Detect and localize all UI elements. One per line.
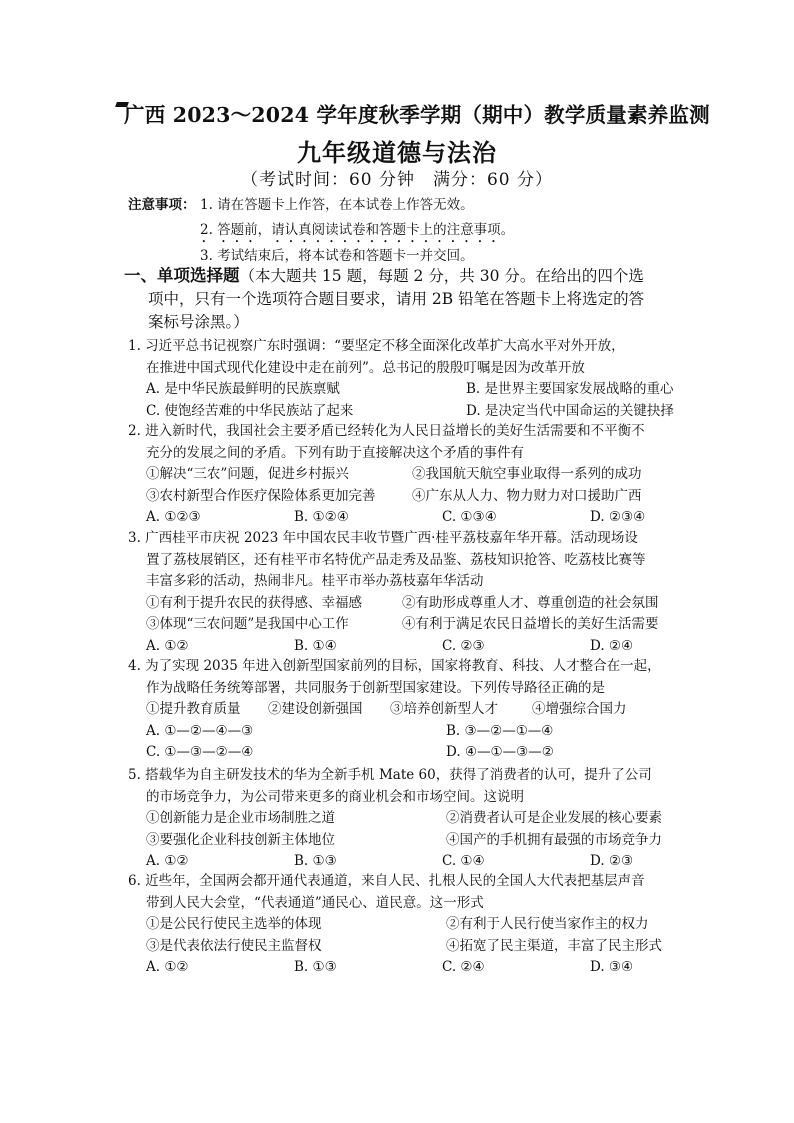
question-4 — [128, 656, 688, 764]
question-6 — [128, 871, 688, 979]
notes-label: 注意事项： — [128, 197, 196, 213]
option-d[interactable]: D. ③④ — [590, 959, 634, 975]
option-c[interactable]: C. ①③④ — [442, 509, 497, 525]
statement-item: ②有利于人民行使当家作主的权力 — [446, 916, 649, 932]
question-stem: 充分的发展之间的矛盾。下列有助于直接解决这个矛盾的事件有 — [146, 444, 524, 461]
statement-item: ③体现“三农问题”是我国中心工作 — [146, 616, 349, 632]
question-3 — [128, 528, 688, 657]
statement-item: ②建设创新强国 — [268, 701, 363, 717]
section-desc: 项中，只有一个选项符合题目要求，请用 2B 铅笔在答题卡上将选定的答 — [148, 290, 645, 308]
note-item: 3. 考试结束后，将本试卷和答题卡一并交回。 — [200, 248, 474, 264]
question-2 — [128, 421, 688, 529]
option-c[interactable]: C. ①④ — [442, 853, 485, 869]
option-a[interactable]: A. ①②③ — [146, 509, 201, 525]
question-stem: 丰富多彩的活动，热闹非凡。桂平市举办荔枝嘉年华活动 — [146, 573, 484, 589]
section-desc: （本大题共 15 题，每题 2 分，共 30 分。在给出的四个选 — [239, 267, 644, 285]
option-d[interactable]: D. ②③ — [590, 853, 634, 869]
question-stem: 置了荔枝展销区，还有桂平市名特优产品走秀及品鉴、荔枝知识抢答、吃荔枝比赛等 — [146, 551, 646, 568]
statement-item: ①是公民行使民主选举的体现 — [146, 916, 322, 932]
option-a[interactable]: A. ①—②—④—③ — [146, 722, 254, 739]
statement-item: ③农村新型合作医疗保险体系更加完善 — [146, 487, 376, 504]
section-desc: 案标号涂黑。） — [148, 313, 249, 331]
question-5 — [128, 765, 688, 873]
statement-item: ④国产的手机拥有最强的市场竞争力 — [446, 831, 662, 848]
option-b[interactable]: B. ①②④ — [294, 509, 349, 525]
option-b[interactable]: B. ③—②—①—④ — [446, 722, 554, 739]
option-c[interactable]: C. ①—③—②—④ — [146, 744, 254, 760]
question-stem: 的市场竞争力，为公司带来更多的商业机会和市场空间。这说明 — [146, 788, 524, 805]
option-c[interactable]: C. 使饱经苦难的中华民族站了起来 — [146, 402, 354, 419]
statement-item: ②消费者认可是企业发展的核心要素 — [446, 810, 662, 826]
section-heading: 一、单项选择题 — [124, 266, 240, 285]
option-b[interactable]: B. ①④ — [294, 637, 337, 654]
section-heading-block — [124, 264, 684, 334]
option-b[interactable]: B. ①③ — [294, 959, 337, 975]
question-stem: 作为战略任务统筹部署，共同服务于创新型国家建设。下列传导路径正确的是 — [146, 679, 605, 696]
question-stem: 4. 为了实现 2035 年进入创新型国家前列的目标，国家将教育、科技、人才整合在一起， — [128, 658, 661, 674]
option-c[interactable]: C. ②③ — [442, 637, 485, 654]
statement-item: ④拓宽了民主渠道，丰富了民主形式 — [446, 937, 662, 954]
question-stem: 3. 广西桂平市庆祝 2023 年中国农民丰收节暨广西·桂平荔枝嘉年华开幕。活动现场设 — [128, 530, 638, 546]
exam-info: （考试时间：60 分钟 满分：60 分） — [240, 170, 554, 190]
statement-item: ④有利于满足农民日益增长的美好生活需要 — [402, 616, 659, 632]
question-1 — [128, 336, 688, 422]
option-d[interactable]: D. ②③④ — [590, 509, 646, 525]
exam-title: 广西 2023～2024 学年度秋季学期（期中）教学质量素养监测 — [124, 103, 710, 127]
option-b[interactable]: B. ①③ — [294, 853, 337, 869]
option-c[interactable]: C. ②④ — [442, 959, 485, 975]
question-stem: 带到人民大会堂，“代表通道”通民心、道民意。这一形式 — [146, 894, 484, 911]
note-item: 1. 请在答题卡上作答，在本试卷上作答无效。 — [200, 197, 474, 213]
statement-item: ①创新能力是企业市场制胜之道 — [146, 810, 335, 826]
option-b[interactable]: B. 是世界主要国家发展战略的重心 — [466, 381, 674, 397]
subject-title: 九年级道德与法治 — [297, 138, 497, 167]
statement-item: ①有利于提升农民的获得感、幸福感 — [146, 594, 362, 611]
option-a[interactable]: A. ①② — [146, 959, 189, 975]
statement-item: ③要强化企业科技创新主体地位 — [146, 831, 335, 848]
question-stem: 在推进中国式现代化建设中走在前列”。总书记的殷殷叮嘱是因为改革开放 — [146, 359, 585, 376]
statement-item: ①提升教育质量 — [146, 701, 241, 717]
question-stem: 2. 进入新时代，我国社会主要矛盾已经转化为人民日益增长的美好生活需要和不平衡不 — [128, 423, 645, 439]
option-d[interactable]: D. ④—①—③—② — [446, 744, 554, 760]
option-a[interactable]: A. 是中华民族最鲜明的民族禀赋 — [146, 381, 340, 397]
statement-item: ①解决“三农”问题，促进乡村振兴 — [146, 466, 349, 482]
statement-item: ③培养创新型人才 — [390, 701, 498, 717]
statement-item: ②有助形成尊重人才、尊重创造的社会氛围 — [402, 594, 659, 611]
statement-item: ②我国航天航空事业取得一系列的成功 — [412, 466, 642, 482]
note-item: 2. 答题前，请认真阅读试卷和答题卡上的注意事项。 — [200, 222, 515, 238]
option-a[interactable]: A. ①② — [146, 853, 189, 869]
statement-item: ④增强综合国力 — [532, 701, 627, 717]
option-a[interactable]: A. ①② — [146, 637, 189, 654]
statement-item: ③是代表依法行使民主监督权 — [146, 937, 322, 954]
question-stem: 6. 近些年，全国两会都开通代表通道，来自人民、扎根人民的全国人大代表把基层声音 — [128, 873, 645, 889]
question-stem: 5. 搭载华为自主研发技术的华为全新手机 Mate 60，获得了消费者的认可，提升了公司 — [128, 767, 652, 783]
question-stem: 1. 习近平总书记视察广东时强调：“要坚定不移全面深化改革扩大高水平对外开放， — [128, 338, 625, 354]
option-d[interactable]: D. ②④ — [590, 637, 634, 654]
statement-item: ④广东从人力、物力财力对口援助广西 — [412, 487, 642, 504]
option-d[interactable]: D. 是决定当代中国命运的关键抉择 — [466, 402, 674, 419]
